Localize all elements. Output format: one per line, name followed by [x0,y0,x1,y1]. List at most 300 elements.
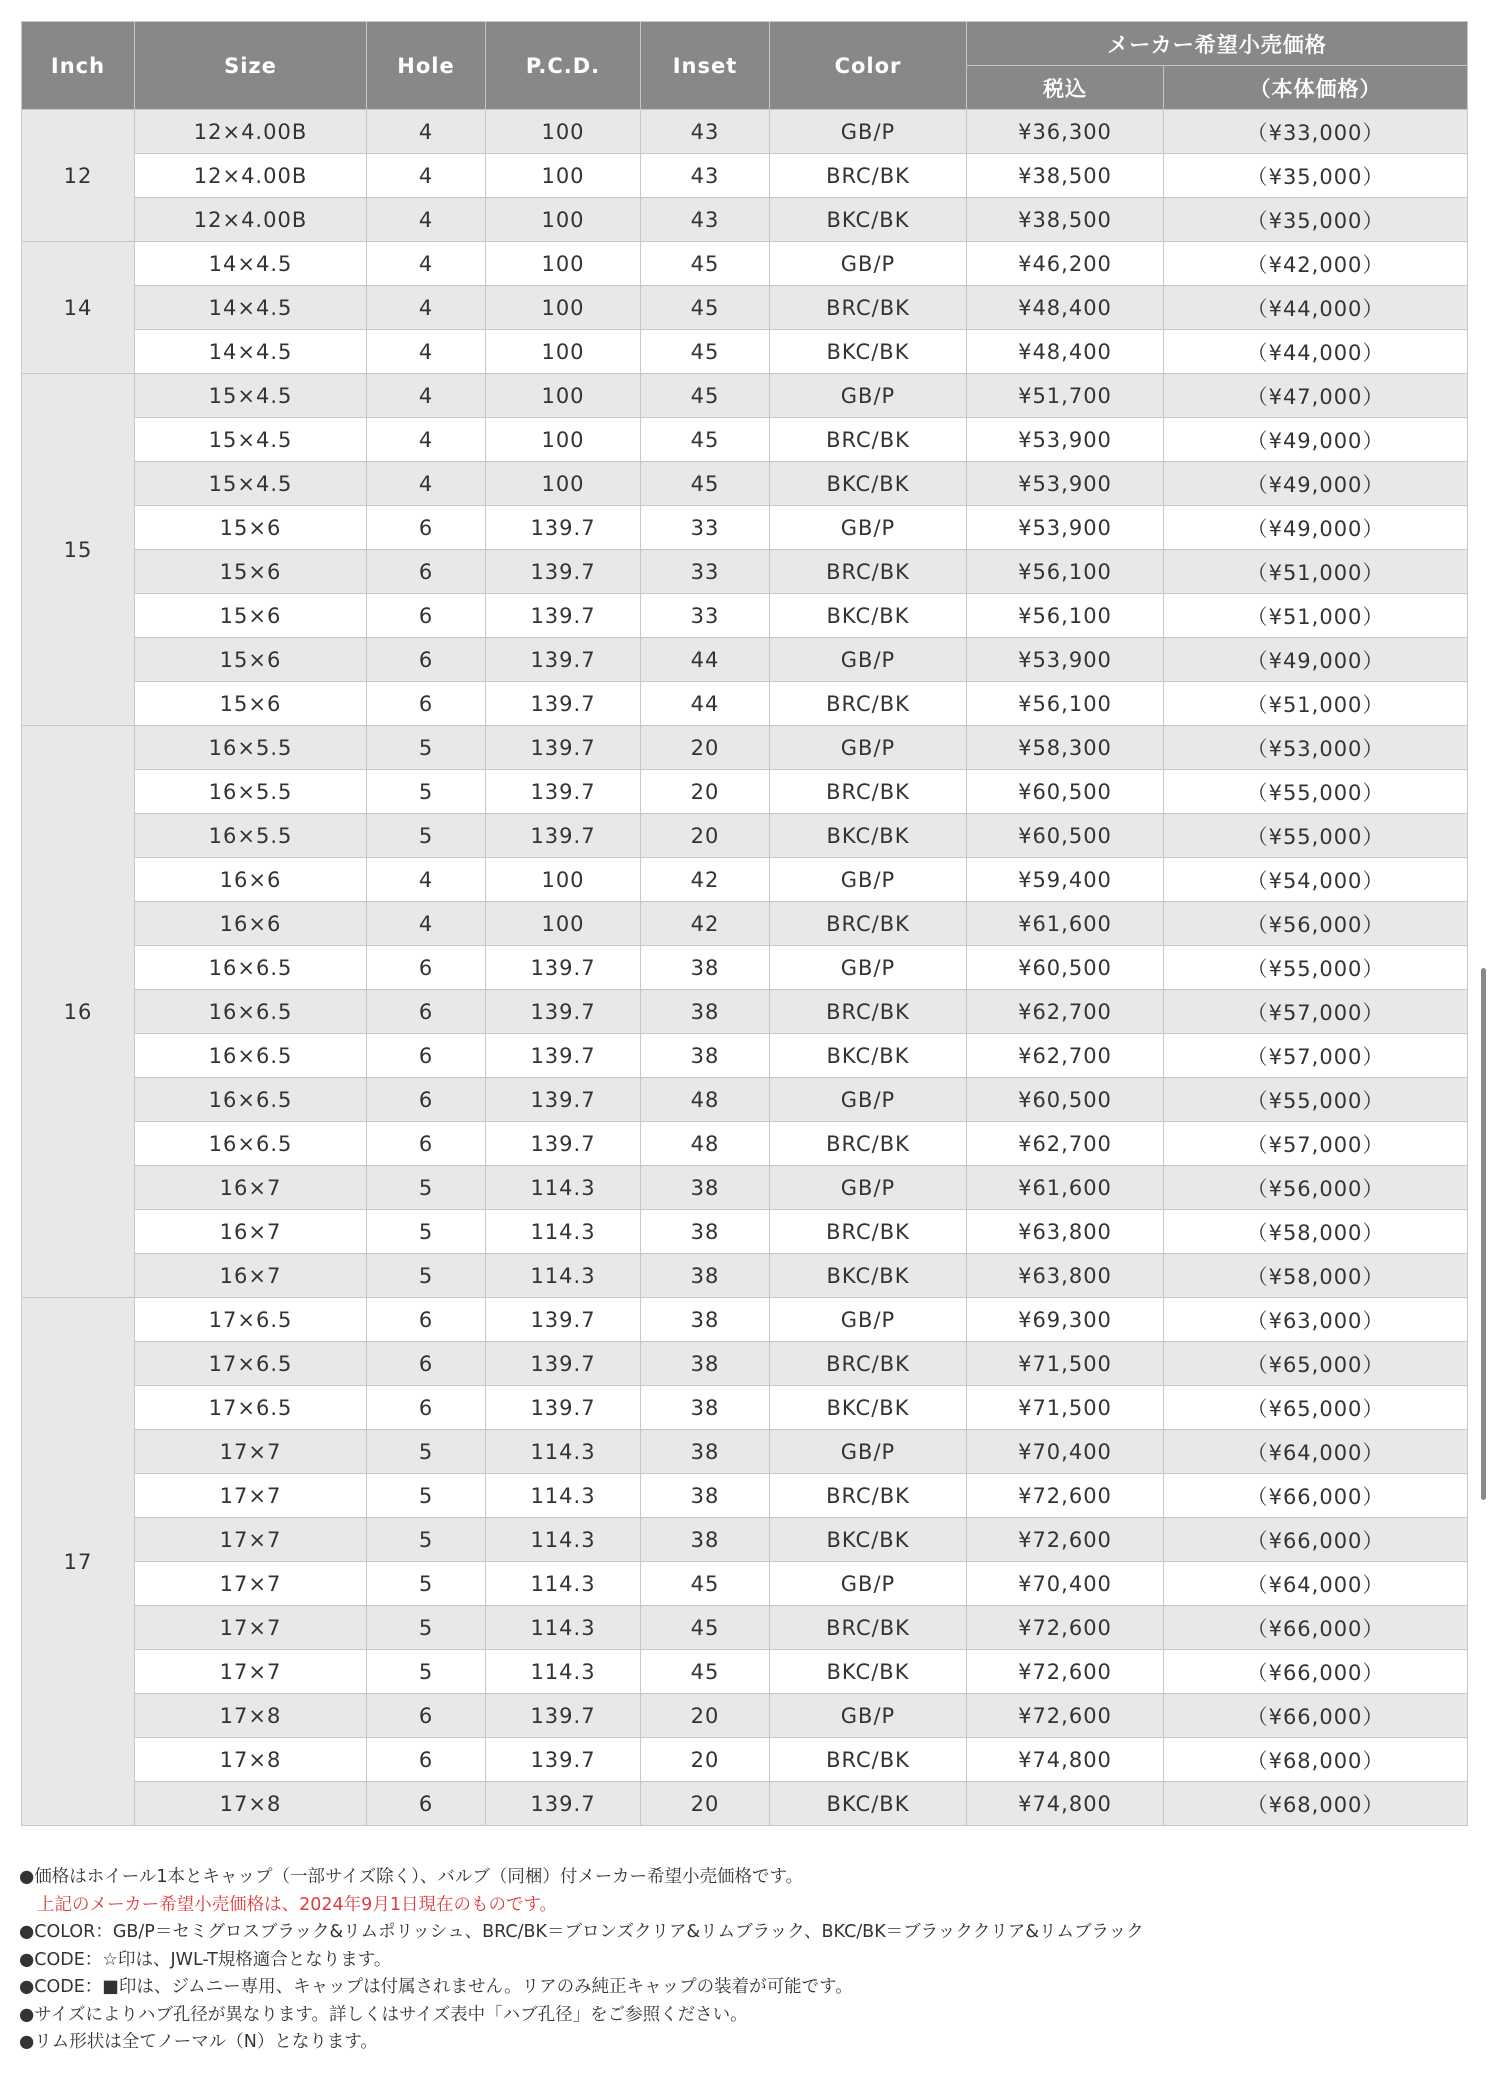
cell-price: ¥38,500 [967,154,1164,198]
cell-color: GB/P [770,506,967,550]
table-row [22,1518,1468,1562]
cell-base-price: （¥54,000） [1164,858,1468,902]
cell-price: ¥74,800 [967,1782,1164,1826]
cell-hole: 4 [367,462,486,506]
cell-price: ¥72,600 [967,1474,1164,1518]
cell-color: BKC/BK [770,462,967,506]
table-row [22,1342,1468,1386]
cell-price: ¥72,600 [967,1606,1164,1650]
cell-size: 15×6 [135,682,367,726]
cell-base-price: （¥58,000） [1164,1254,1468,1298]
cell-color: BKC/BK [770,1518,967,1562]
header-color: Color [770,22,967,110]
cell-price: ¥72,600 [967,1518,1164,1562]
cell-base-price: （¥57,000） [1164,1034,1468,1078]
cell-hole: 6 [367,550,486,594]
cell-color: BKC/BK [770,1650,967,1694]
cell-size: 16×7 [135,1166,367,1210]
table-row [22,1386,1468,1430]
cell-color: GB/P [770,858,967,902]
cell-base-price: （¥49,000） [1164,462,1468,506]
cell-pcd: 139.7 [486,506,641,550]
cell-base-price: （¥42,000） [1164,242,1468,286]
cell-size: 16×5.5 [135,770,367,814]
cell-hole: 6 [367,1342,486,1386]
cell-color: BRC/BK [770,550,967,594]
cell-size: 17×6.5 [135,1386,367,1430]
cell-inset: 20 [641,1782,770,1826]
cell-base-price: （¥55,000） [1164,1078,1468,1122]
cell-pcd: 114.3 [486,1606,641,1650]
cell-base-price: （¥56,000） [1164,902,1468,946]
table-row [22,1694,1468,1738]
table-row [22,198,1468,242]
cell-price: ¥60,500 [967,814,1164,858]
note-rim-shape: ●リム形状は全てノーマル（N）となります。 [19,2032,378,2052]
cell-base-price: （¥64,000） [1164,1562,1468,1606]
cell-color: BRC/BK [770,1122,967,1166]
table-row [22,682,1468,726]
cell-base-price: （¥57,000） [1164,990,1468,1034]
table-row [22,946,1468,990]
cell-pcd: 114.3 [486,1166,641,1210]
cell-color: BRC/BK [770,154,967,198]
cell-base-price: （¥44,000） [1164,286,1468,330]
cell-color: GB/P [770,1298,967,1342]
cell-color: GB/P [770,1694,967,1738]
cell-size: 16×5.5 [135,726,367,770]
cell-pcd: 114.3 [486,1254,641,1298]
cell-size: 12×4.00B [135,198,367,242]
cell-price: ¥60,500 [967,1078,1164,1122]
cell-base-price: （¥65,000） [1164,1342,1468,1386]
cell-inset: 38 [641,1518,770,1562]
cell-size: 17×7 [135,1562,367,1606]
header-pcd: P.C.D. [486,22,641,110]
cell-price: ¥38,500 [967,198,1164,242]
cell-pcd: 100 [486,154,641,198]
cell-hole: 4 [367,902,486,946]
cell-inset: 45 [641,242,770,286]
cell-base-price: （¥49,000） [1164,638,1468,682]
cell-inset: 45 [641,462,770,506]
cell-hole: 6 [367,1298,486,1342]
cell-pcd: 100 [486,374,641,418]
cell-inch: 16 [22,726,135,1298]
cell-size: 16×6.5 [135,946,367,990]
table-row [22,242,1468,286]
cell-base-price: （¥51,000） [1164,594,1468,638]
cell-hole: 5 [367,770,486,814]
cell-pcd: 100 [486,418,641,462]
cell-base-price: （¥35,000） [1164,154,1468,198]
cell-hole: 5 [367,1430,486,1474]
cell-size: 15×4.5 [135,418,367,462]
cell-price: ¥56,100 [967,594,1164,638]
table-row [22,330,1468,374]
cell-pcd: 139.7 [486,1782,641,1826]
cell-price: ¥63,800 [967,1210,1164,1254]
cell-size: 15×6 [135,550,367,594]
cell-pcd: 139.7 [486,726,641,770]
cell-inset: 33 [641,594,770,638]
cell-hole: 6 [367,594,486,638]
cell-color: BRC/BK [770,418,967,462]
table-row [22,1606,1468,1650]
cell-inch: 12 [22,110,135,242]
table-row [22,1474,1468,1518]
wheel-spec-table [21,21,1468,1826]
header-price-group: メーカー希望小売価格 [967,22,1468,66]
page-scrollbar[interactable] [1478,0,1488,2084]
cell-color: BKC/BK [770,330,967,374]
cell-price: ¥46,200 [967,242,1164,286]
spec-table-wrapper [21,21,1467,1826]
cell-size: 15×6 [135,638,367,682]
cell-base-price: （¥68,000） [1164,1782,1468,1826]
cell-base-price: （¥58,000） [1164,1210,1468,1254]
cell-inset: 33 [641,506,770,550]
cell-hole: 5 [367,726,486,770]
cell-pcd: 139.7 [486,770,641,814]
table-row [22,770,1468,814]
cell-pcd: 139.7 [486,1034,641,1078]
cell-pcd: 139.7 [486,550,641,594]
cell-hole: 4 [367,858,486,902]
cell-pcd: 100 [486,198,641,242]
table-row [22,990,1468,1034]
table-row [22,1562,1468,1606]
cell-hole: 5 [367,1254,486,1298]
cell-price: ¥60,500 [967,770,1164,814]
cell-hole: 5 [367,1166,486,1210]
cell-hole: 5 [367,1210,486,1254]
scrollbar-thumb[interactable] [1481,968,1486,1500]
cell-color: GB/P [770,242,967,286]
cell-inset: 38 [641,1386,770,1430]
cell-inset: 45 [641,374,770,418]
cell-inset: 38 [641,1430,770,1474]
cell-color: BKC/BK [770,1386,967,1430]
cell-price: ¥48,400 [967,286,1164,330]
table-row [22,1034,1468,1078]
cell-inset: 43 [641,198,770,242]
cell-pcd: 100 [486,286,641,330]
cell-base-price: （¥55,000） [1164,946,1468,990]
cell-size: 16×6 [135,902,367,946]
table-row [22,154,1468,198]
cell-size: 17×7 [135,1518,367,1562]
cell-hole: 4 [367,198,486,242]
cell-price: ¥70,400 [967,1562,1164,1606]
cell-price: ¥56,100 [967,550,1164,594]
table-row [22,1254,1468,1298]
table-header [22,22,1468,110]
cell-size: 17×6.5 [135,1342,367,1386]
cell-inset: 43 [641,110,770,154]
cell-inset: 38 [641,1474,770,1518]
cell-inset: 38 [641,1342,770,1386]
cell-size: 17×6.5 [135,1298,367,1342]
cell-color: GB/P [770,1430,967,1474]
cell-inset: 45 [641,1562,770,1606]
cell-hole: 5 [367,814,486,858]
cell-size: 16×7 [135,1254,367,1298]
cell-size: 16×6.5 [135,990,367,1034]
notes-section [19,1864,1459,2057]
cell-hole: 5 [367,1518,486,1562]
cell-size: 17×7 [135,1650,367,1694]
cell-inset: 20 [641,1694,770,1738]
cell-color: GB/P [770,726,967,770]
cell-hole: 4 [367,110,486,154]
cell-pcd: 139.7 [486,594,641,638]
table-row [22,858,1468,902]
cell-pcd: 139.7 [486,638,641,682]
cell-color: GB/P [770,374,967,418]
cell-hole: 6 [367,682,486,726]
cell-size: 16×6 [135,858,367,902]
cell-size: 15×6 [135,506,367,550]
cell-price: ¥58,300 [967,726,1164,770]
cell-size: 16×6.5 [135,1122,367,1166]
cell-inset: 45 [641,330,770,374]
cell-inset: 38 [641,1166,770,1210]
cell-price: ¥51,700 [967,374,1164,418]
cell-hole: 6 [367,1034,486,1078]
cell-pcd: 100 [486,110,641,154]
cell-color: BKC/BK [770,1254,967,1298]
cell-hole: 4 [367,374,486,418]
header-inset: Inset [641,22,770,110]
cell-price: ¥60,500 [967,946,1164,990]
cell-pcd: 100 [486,330,641,374]
table-row [22,814,1468,858]
cell-base-price: （¥66,000） [1164,1650,1468,1694]
table-row [22,1650,1468,1694]
cell-base-price: （¥44,000） [1164,330,1468,374]
cell-price: ¥53,900 [967,506,1164,550]
table-row [22,1738,1468,1782]
cell-pcd: 100 [486,858,641,902]
cell-pcd: 139.7 [486,1298,641,1342]
cell-pcd: 139.7 [486,1078,641,1122]
header-tax-incl: 税込 [967,66,1164,110]
table-row [22,1078,1468,1122]
table-row [22,1782,1468,1826]
cell-hole: 4 [367,242,486,286]
cell-color: BKC/BK [770,1782,967,1826]
cell-inset: 20 [641,1738,770,1782]
cell-pcd: 100 [486,902,641,946]
table-row [22,726,1468,770]
cell-size: 14×4.5 [135,242,367,286]
header-base-price: （本体価格） [1164,66,1468,110]
table-row [22,1122,1468,1166]
cell-hole: 6 [367,990,486,1034]
cell-price: ¥61,600 [967,1166,1164,1210]
header-inch: Inch [22,22,135,110]
cell-inset: 20 [641,814,770,858]
cell-inset: 48 [641,1078,770,1122]
cell-hole: 6 [367,638,486,682]
cell-color: BRC/BK [770,1738,967,1782]
table-body [22,110,1468,1826]
table-row [22,638,1468,682]
cell-price: ¥62,700 [967,990,1164,1034]
cell-size: 17×7 [135,1430,367,1474]
cell-base-price: （¥51,000） [1164,550,1468,594]
cell-inset: 48 [641,1122,770,1166]
cell-inch: 17 [22,1298,135,1826]
cell-inset: 44 [641,638,770,682]
cell-color: BRC/BK [770,286,967,330]
cell-size: 17×8 [135,1782,367,1826]
cell-price: ¥59,400 [967,858,1164,902]
cell-hole: 4 [367,330,486,374]
table-row [22,550,1468,594]
cell-size: 16×6.5 [135,1034,367,1078]
note-code-jwl: ●CODE：☆印は、JWL-T規格適合となります。 [19,1949,392,1970]
cell-base-price: （¥55,000） [1164,814,1468,858]
cell-size: 17×8 [135,1738,367,1782]
cell-base-price: （¥64,000） [1164,1430,1468,1474]
cell-size: 16×5.5 [135,814,367,858]
cell-inset: 38 [641,1298,770,1342]
cell-size: 17×7 [135,1606,367,1650]
cell-base-price: （¥53,000） [1164,726,1468,770]
cell-color: GB/P [770,1166,967,1210]
cell-inset: 42 [641,902,770,946]
cell-color: BKC/BK [770,814,967,858]
cell-size: 16×6.5 [135,1078,367,1122]
table-row [22,110,1468,154]
cell-color: BRC/BK [770,770,967,814]
cell-color: BRC/BK [770,1606,967,1650]
cell-inset: 20 [641,726,770,770]
cell-size: 15×6 [135,594,367,638]
cell-price: ¥53,900 [967,462,1164,506]
cell-color: BRC/BK [770,1474,967,1518]
cell-base-price: （¥66,000） [1164,1694,1468,1738]
cell-inset: 38 [641,990,770,1034]
table-row [22,902,1468,946]
cell-price: ¥48,400 [967,330,1164,374]
cell-inset: 38 [641,946,770,990]
cell-hole: 4 [367,286,486,330]
cell-hole: 6 [367,946,486,990]
table-row [22,1430,1468,1474]
cell-hole: 6 [367,1386,486,1430]
cell-color: BRC/BK [770,682,967,726]
cell-color: BKC/BK [770,594,967,638]
cell-base-price: （¥57,000） [1164,1122,1468,1166]
cell-price: ¥71,500 [967,1342,1164,1386]
cell-color: BRC/BK [770,990,967,1034]
cell-pcd: 139.7 [486,1694,641,1738]
cell-hole: 5 [367,1474,486,1518]
cell-pcd: 139.7 [486,1122,641,1166]
cell-base-price: （¥35,000） [1164,198,1468,242]
cell-color: BRC/BK [770,1342,967,1386]
cell-price: ¥70,400 [967,1430,1164,1474]
cell-hole: 6 [367,506,486,550]
cell-inset: 38 [641,1034,770,1078]
cell-hole: 6 [367,1782,486,1826]
table-row [22,594,1468,638]
cell-pcd: 100 [486,242,641,286]
cell-size: 16×7 [135,1210,367,1254]
cell-inch: 15 [22,374,135,726]
cell-pcd: 114.3 [486,1562,641,1606]
cell-price: ¥74,800 [967,1738,1164,1782]
cell-base-price: （¥68,000） [1164,1738,1468,1782]
cell-base-price: （¥63,000） [1164,1298,1468,1342]
cell-size: 15×4.5 [135,462,367,506]
cell-color: GB/P [770,1078,967,1122]
note-hub-bore: ●サイズによりハブ孔径が異なります。詳しくはサイズ表中「ハブ孔径」をご参照ください。 [19,2004,748,2025]
cell-price: ¥53,900 [967,418,1164,462]
cell-inch: 14 [22,242,135,374]
cell-color: GB/P [770,946,967,990]
note-color-codes: ●COLOR：GB/P＝セミグロスブラック&リムポリッシュ、BRC/BK＝ブロンズクリア&リムブラック、BKC/BK＝ブラッククリア&リムブラック [19,1922,1144,1942]
table-row [22,1298,1468,1342]
cell-color: BRC/BK [770,902,967,946]
cell-base-price: （¥51,000） [1164,682,1468,726]
cell-size: 15×4.5 [135,374,367,418]
cell-base-price: （¥47,000） [1164,374,1468,418]
cell-price: ¥62,700 [967,1122,1164,1166]
table-row [22,462,1468,506]
cell-base-price: （¥49,000） [1164,418,1468,462]
cell-size: 17×8 [135,1694,367,1738]
table-row [22,418,1468,462]
cell-hole: 4 [367,154,486,198]
cell-base-price: （¥65,000） [1164,1386,1468,1430]
cell-inset: 45 [641,1650,770,1694]
note-price-date: 上記のメーカー希望小売価格は、2024年9月1日現在のものです。 [37,1894,558,1915]
cell-color: BKC/BK [770,1034,967,1078]
cell-inset: 42 [641,858,770,902]
cell-inset: 43 [641,154,770,198]
cell-base-price: （¥56,000） [1164,1166,1468,1210]
note-code-jimny: ●CODE：■印は、ジムニー専用、キャップは付属されません。リアのみ純正キャップの装着が可能です。 [19,1977,853,1997]
cell-price: ¥53,900 [967,638,1164,682]
cell-base-price: （¥66,000） [1164,1474,1468,1518]
cell-color: GB/P [770,1562,967,1606]
cell-price: ¥36,300 [967,110,1164,154]
cell-price: ¥71,500 [967,1386,1164,1430]
cell-hole: 5 [367,1606,486,1650]
cell-color: GB/P [770,638,967,682]
cell-pcd: 114.3 [486,1210,641,1254]
header-hole: Hole [367,22,486,110]
cell-hole: 6 [367,1122,486,1166]
cell-pcd: 139.7 [486,1386,641,1430]
table-row [22,374,1468,418]
cell-pcd: 139.7 [486,814,641,858]
table-row [22,1166,1468,1210]
cell-size: 14×4.5 [135,330,367,374]
cell-hole: 6 [367,1738,486,1782]
cell-price: ¥62,700 [967,1034,1164,1078]
cell-inset: 45 [641,286,770,330]
cell-pcd: 114.3 [486,1518,641,1562]
cell-pcd: 139.7 [486,946,641,990]
cell-color: GB/P [770,110,967,154]
cell-hole: 5 [367,1562,486,1606]
cell-price: ¥72,600 [967,1694,1164,1738]
